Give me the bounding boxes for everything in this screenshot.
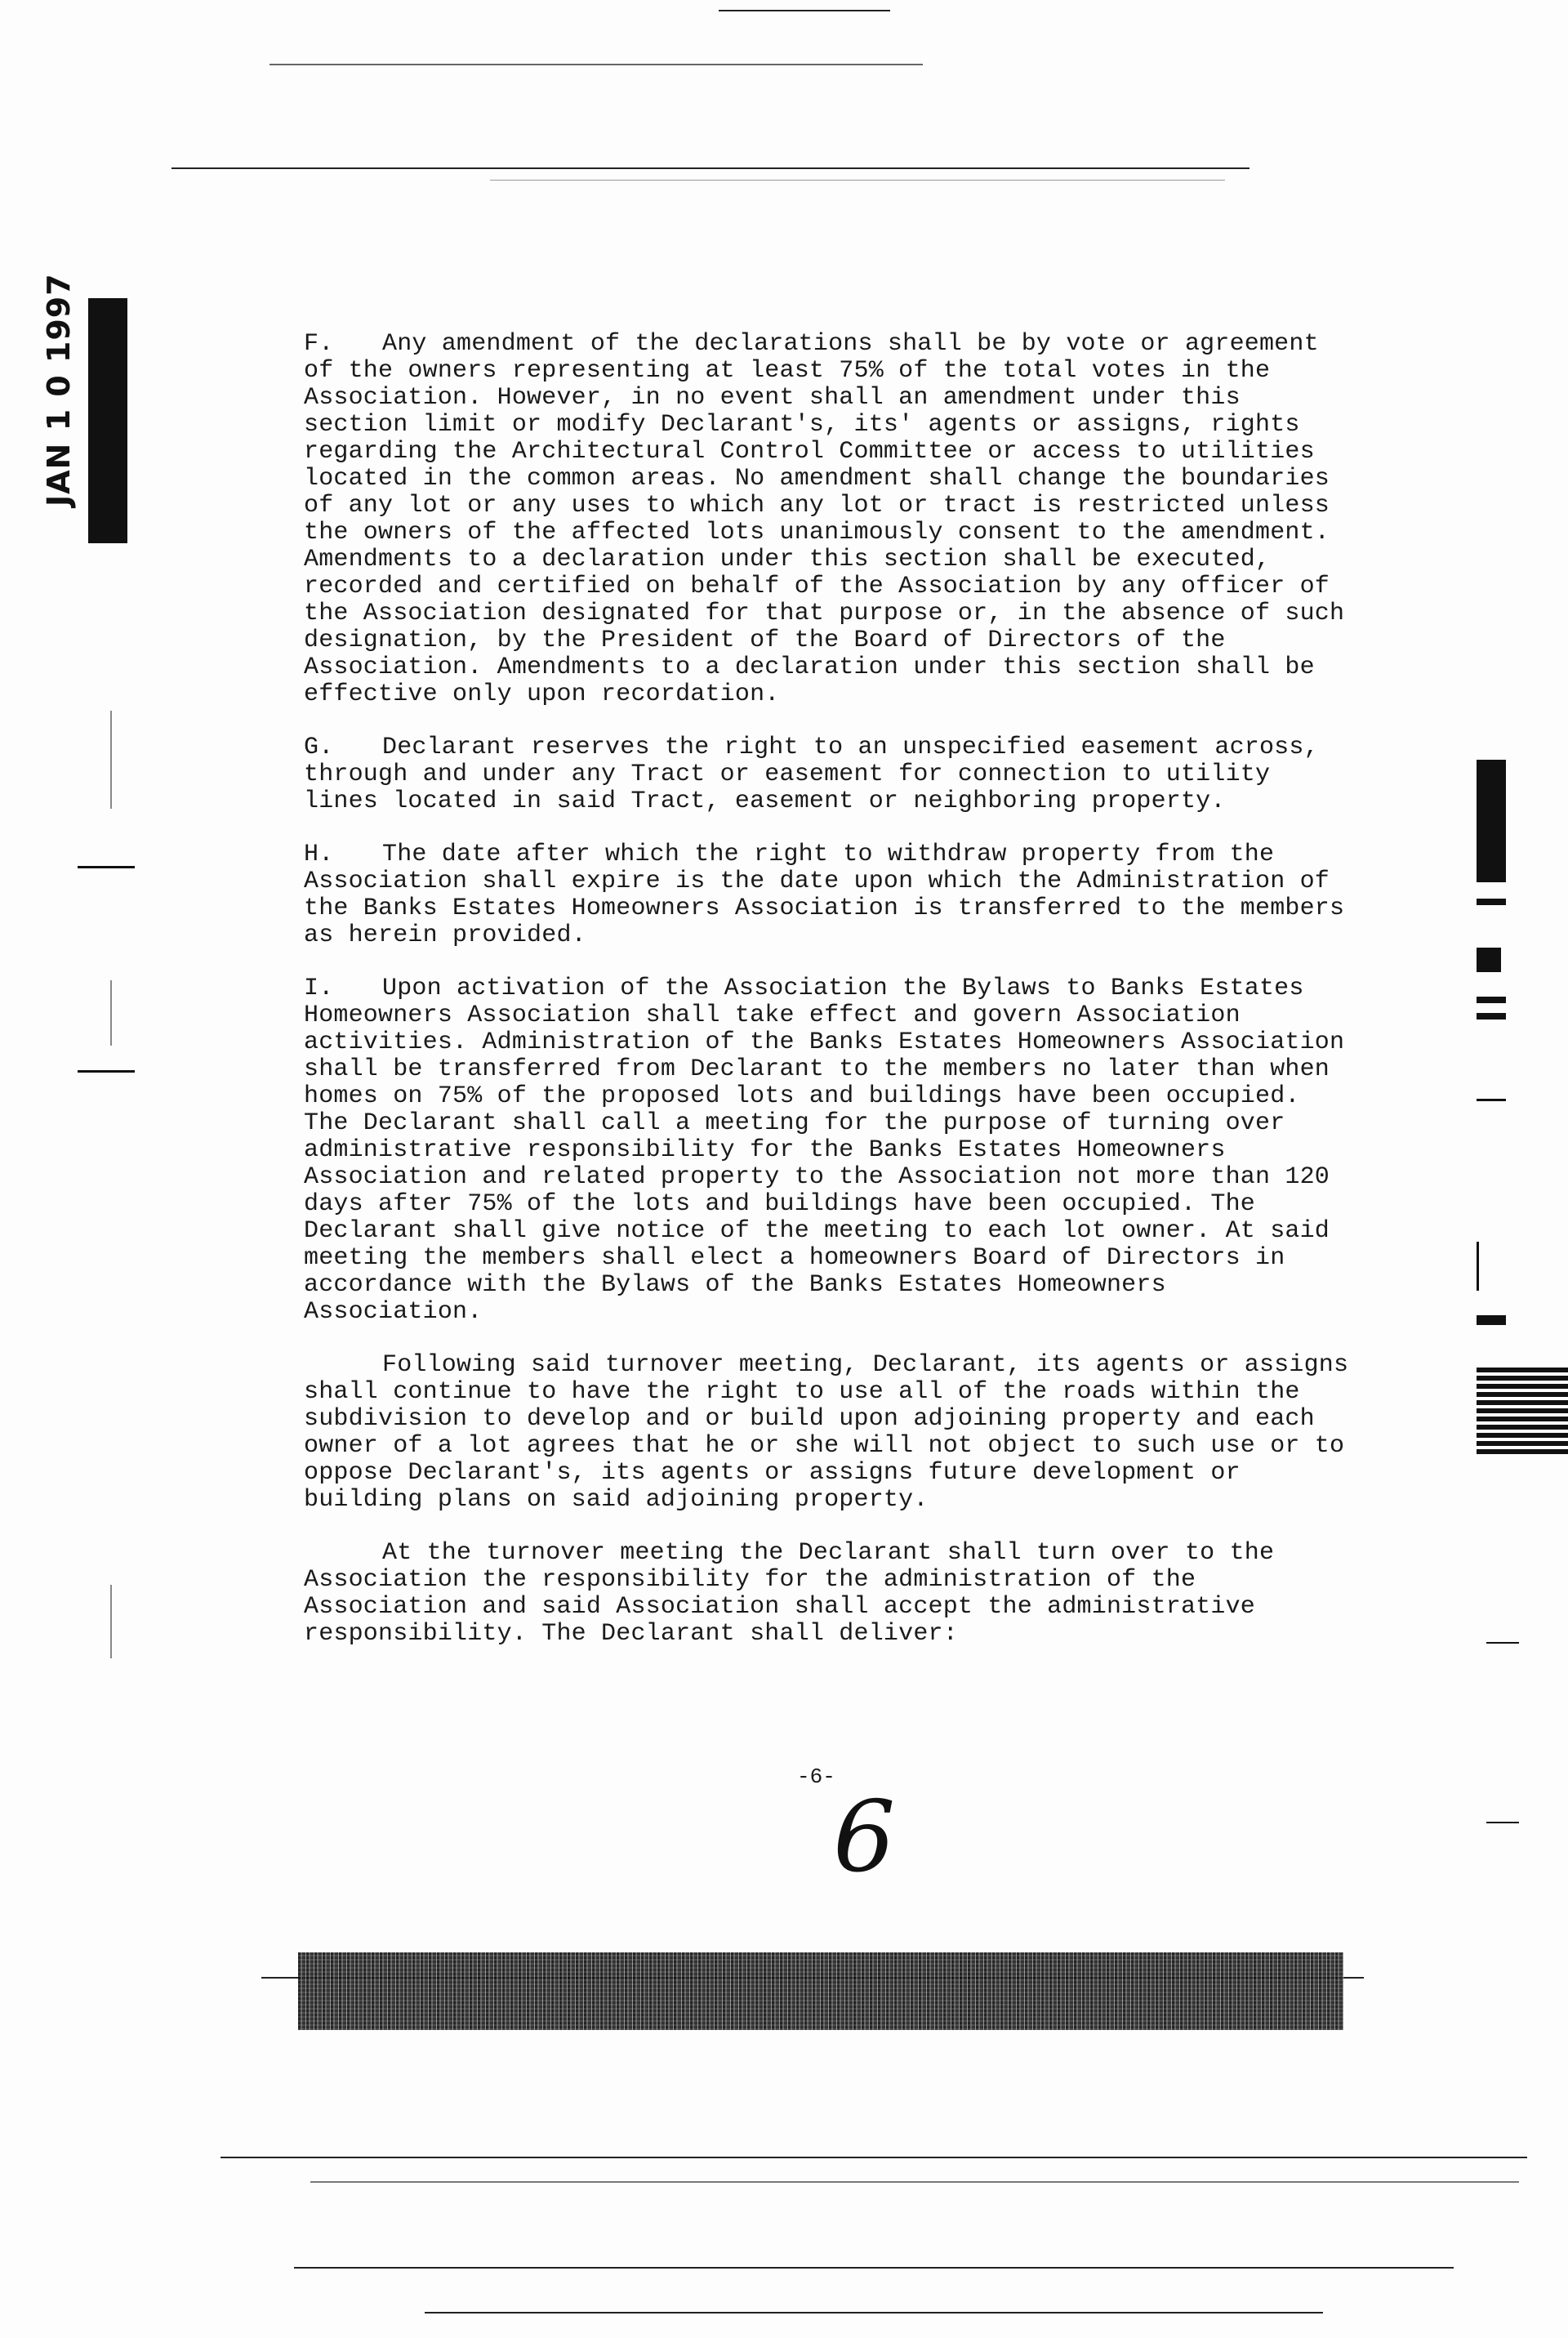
margin-mark [1477, 1364, 1568, 1454]
scan-line [270, 64, 923, 65]
page-number: -6- [797, 1765, 835, 1789]
section-text: Any amendment of the declarations shall be by vote or agreement of the owners representing at least 75% of the total votes in the Association. However, in no event shall an amendment under this section limit or modify Declarant's, its' agents or assigns, rights regarding the Architectural Control Committee or access to utilities located in the common areas. No amendment shall change the boundaries of any lot or any uses to which any lot or tract is restricted unless the owners of the affected lots unanimously consent to the amendment. Amendments to a declaration under this section shall be executed, recorded and certified on behalf of the Association by any officer of the Association designated for that purpose or, in the absence of such designation, by the President of the Board of Directors of the Association. Amendments to a declaration under this section shall be effective only upon recordation. [304, 330, 1345, 708]
section-label: F. [304, 330, 334, 358]
section-text: Upon activation of the Association the Bylaws to Banks Estates Homeowners Association shall take effect and govern Association activities. Administration of the Banks Estates Homeowners Association shall be transferred from Declarant to the members no later than when homes on 75% of the proposed lots and buildings have been occupied. The Declarant shall call a meeting for the purpose of turning over administrative responsibility for the Banks Estates Homeowners Association and related property to the Association not more than 120 days after 75% of the lots and buildings have been occupied. The Declarant shall give notice of the meeting to each lot owner. At said meeting the members shall elect a homeowners Board of Directors in accordance with the Bylaws of the Banks Estates Homeowners Association. [304, 975, 1345, 1326]
section-text: The date after which the right to withdraw property from the Association shall expire is the date upon which the Administration of the Banks Estates Homeowners Association is transferred to the members as herein provided. [304, 841, 1345, 949]
margin-mark [110, 711, 112, 809]
margin-mark [110, 1585, 112, 1658]
scan-line [719, 10, 890, 11]
section-label: I. [304, 975, 334, 1002]
margin-mark [1477, 1315, 1506, 1325]
scan-line [310, 2181, 1519, 2183]
margin-mark [110, 980, 112, 1046]
date-stamp: JAN 1 0 1997 [41, 273, 77, 506]
stamp-bar [88, 298, 127, 543]
section-f [304, 331, 1349, 708]
scan-line [490, 180, 1225, 181]
margin-mark [1477, 1242, 1479, 1291]
margin-mark [1477, 1013, 1506, 1020]
section-i [304, 975, 1349, 1326]
paragraph-deliver: At the turnover meeting the Declarant shall turn over to the Association the responsibility for the administration of the Association and said Association shall accept the administrative responsibility. The Declarant shall deliver: [304, 1539, 1275, 1648]
section-label: H. [304, 841, 334, 868]
margin-mark [1477, 1099, 1506, 1101]
margin-mark [78, 1070, 135, 1073]
scan-line [425, 2312, 1323, 2313]
handwritten-page-number: 6 [833, 1781, 896, 1894]
section-g [304, 734, 1349, 815]
paragraph-turnover: Following said turnover meeting, Declarant, its agents or assigns shall continue to have the right to use all of the roads within the subdivision to develop and or build upon adjoining property and each owner of a lot agrees that he or she will not object to such use or to oppose Declarant's, its agents or assigns future development or building plans on said adjoining property. [304, 1351, 1349, 1514]
scan-noise-band [298, 1952, 1343, 2030]
scan-line [294, 2267, 1454, 2269]
margin-mark [1477, 899, 1506, 905]
section-h [304, 841, 1349, 949]
margin-mark [78, 866, 135, 868]
scan-line [172, 167, 1250, 169]
margin-mark [1486, 1642, 1519, 1644]
margin-mark [1486, 1822, 1519, 1823]
margin-mark [1477, 760, 1506, 882]
scan-line [220, 2157, 1527, 2158]
document-body [304, 331, 1349, 1674]
section-text: Declarant reserves the right to an unspecified easement across, through and under any Tract or easement for connection to utility lines located in said Tract, easement or neighboring property. [304, 734, 1319, 815]
margin-mark [1477, 997, 1506, 1003]
section-label: G. [304, 734, 334, 761]
margin-mark [1477, 948, 1501, 972]
